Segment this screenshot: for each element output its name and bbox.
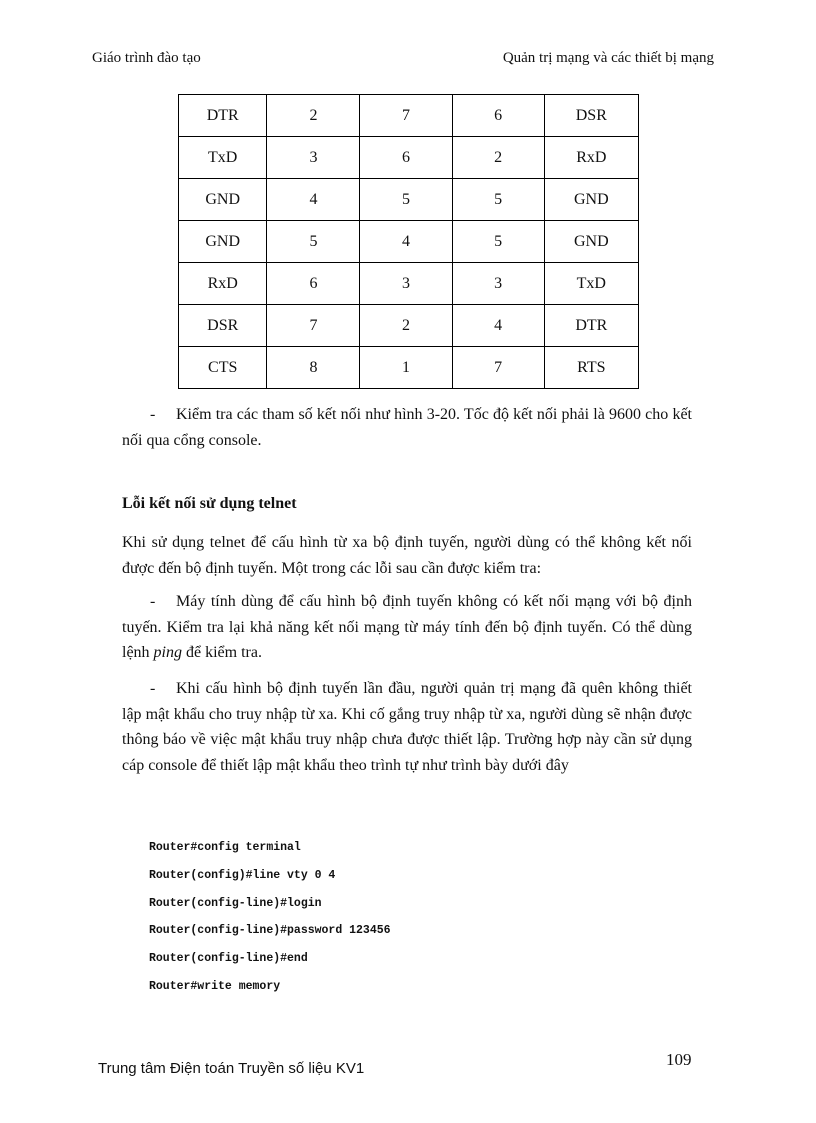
table-cell: 7 — [452, 347, 544, 389]
table-cell: 7 — [360, 95, 452, 137]
table-cell: 8 — [267, 347, 360, 389]
ping-command: ping — [153, 644, 182, 661]
code-line: Router#config terminal — [149, 841, 301, 854]
code-line: Router(config)#line vty 0 4 — [149, 868, 336, 882]
code-line: Router#write memory — [149, 979, 281, 993]
bullet-text: Khi cấu hình bộ định tuyến lần đầu, người quản trị mạng đã quên không thiết lập mật khẩu cho truy nhập từ xa. Khi cố gắng truy nhập từ xa, người dùng sẽ nhận được thông báo về việc mật khẩu truy nhập chưa được thiết lập. Trường hợp này cần sử dụng cáp console để thiết lập mật khẩu theo trình tự như trình bày dưới đây — [122, 680, 692, 774]
table-cell: GND — [544, 221, 638, 263]
footer-organization: Trung tâm Điện toán Truyền số liệu KV1 — [98, 1060, 365, 1077]
table-cell: 3 — [452, 263, 544, 305]
table-row — [179, 263, 639, 305]
table-cell: 2 — [360, 305, 452, 347]
bullet-text-after: để kiểm tra. — [182, 644, 262, 661]
table-cell: CTS — [179, 347, 267, 389]
table-cell: 5 — [452, 221, 544, 263]
table-cell: 3 — [267, 137, 360, 179]
table-cell: RTS — [544, 347, 638, 389]
table-cell: 5 — [267, 221, 360, 263]
intro-paragraph: Khi sử dụng telnet để cấu hình từ xa bộ định tuyến, người dùng có thể không kết nối được đến bộ định tuyến. Một trong các lỗi sau cần được kiểm tra: — [122, 534, 692, 577]
table-row — [179, 179, 639, 221]
code-line: Router(config-line)#end — [149, 952, 308, 966]
table-cell: DSR — [179, 305, 267, 347]
table-cell: 6 — [267, 263, 360, 305]
page-number: 109 — [666, 1050, 692, 1069]
table-cell: GND — [544, 179, 638, 221]
bullet-text-before: Máy tính dùng để cấu hình bộ định tuyến không có kết nối mạng với bộ định tuyến. Kiểm tra lại khả năng kết nối mạng từ máy tính đến bộ định tuyến. Có thể dùng lệnh — [122, 593, 692, 661]
header-course-title: Giáo trình đào tạo — [92, 50, 201, 66]
table-cell: 2 — [267, 95, 360, 137]
table-cell: RxD — [544, 137, 638, 179]
table-cell: 4 — [360, 221, 452, 263]
table-cell: DSR — [544, 95, 638, 137]
table-cell: DTR — [179, 95, 267, 137]
table-cell: 6 — [452, 95, 544, 137]
bullet-dash: - — [150, 593, 156, 610]
router-config-code — [149, 839, 391, 1006]
header-subject-title: Quản trị mạng và các thiết bị mạng — [502, 50, 714, 66]
table-cell: 4 — [452, 305, 544, 347]
bullet-dash: - — [150, 680, 156, 697]
bullet-no-password — [122, 676, 692, 778]
table-cell: GND — [179, 221, 267, 263]
pin-mapping-table — [178, 94, 639, 389]
table-cell: TxD — [179, 137, 267, 179]
table-cell: TxD — [544, 263, 638, 305]
table-cell: 2 — [452, 137, 544, 179]
table-cell: 6 — [360, 137, 452, 179]
code-line: Router(config-line)#password 123456 — [149, 924, 391, 938]
section-heading: Lỗi kết nối sử dụng telnet — [122, 495, 297, 512]
table-cell: DTR — [544, 305, 638, 347]
bullet-text: Kiểm tra các tham số kết nối như hình 3-20. Tốc độ kết nối phải là 9600 cho kết nối qua cổng console. — [122, 406, 692, 449]
code-line: Router(config-line)#login — [149, 896, 322, 910]
table-cell: 3 — [360, 263, 452, 305]
table-row — [179, 347, 639, 389]
bullet-no-network — [122, 589, 692, 666]
table-cell: 7 — [267, 305, 360, 347]
table-cell: 1 — [360, 347, 452, 389]
table-cell: 5 — [360, 179, 452, 221]
table-row — [179, 137, 639, 179]
table-cell: RxD — [179, 263, 267, 305]
bullet-check-console-params — [122, 402, 692, 453]
table-row — [179, 221, 639, 263]
bullet-dash: - — [150, 406, 156, 423]
table-cell: 4 — [267, 179, 360, 221]
table-cell: GND — [179, 179, 267, 221]
table-row — [179, 305, 639, 347]
table-row — [179, 95, 639, 137]
table-cell: 5 — [452, 179, 544, 221]
